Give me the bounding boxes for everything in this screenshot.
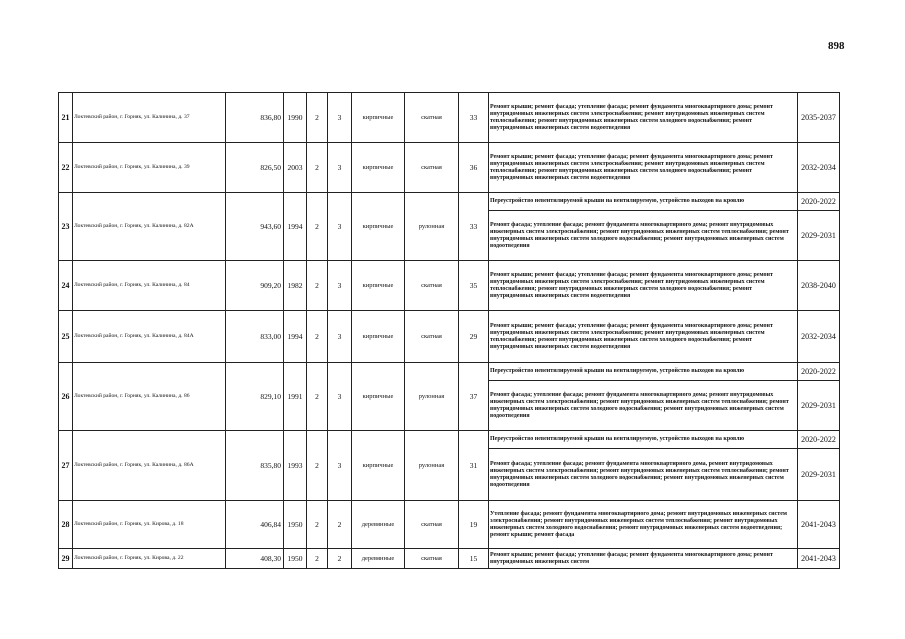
floors-cell: 2 — [307, 431, 328, 501]
period-cell: 2029-2031 — [798, 381, 840, 431]
area-cell: 406,84 — [226, 501, 284, 549]
area-cell: 408,30 — [226, 549, 284, 569]
address-cell: Локтевский район, г. Горняк, ул. Калинина, д. 86А — [73, 431, 226, 501]
period-cell: 2032-2034 — [798, 311, 840, 363]
entrances-cell: 3 — [328, 311, 352, 363]
wall-material-cell: кирпичные — [352, 363, 405, 431]
row-number-cell: 29 — [59, 549, 73, 569]
row-number-cell: 26 — [59, 363, 73, 431]
period-cell: 2041-2043 — [798, 549, 840, 569]
period-cell: 2020-2022 — [798, 193, 840, 211]
year-cell: 1982 — [284, 261, 307, 311]
flats-cell: 29 — [459, 311, 489, 363]
year-cell: 1994 — [284, 193, 307, 261]
roof-type-cell: скатная — [405, 549, 459, 569]
entrances-cell: 3 — [328, 261, 352, 311]
wall-material-cell: кирпичные — [352, 431, 405, 501]
works-cell: Ремонт крыши; ремонт фасада; утепление фасада; ремонт фундамента многоквартирного дома; ремонт внутридомовых инженерных систем электроснабжения; ремонт внутридомовых инженерных систем теплоснабжения; ремонт внутридомовых инженерных систем холодного водоснабжения; ремонт внутридомовых инженерных систем водоотведения — [489, 93, 798, 143]
works-cell: Утепление фасада; ремонт фундамента многоквартирного дома; ремонт внутридомовых инженерных систем электроснабжения; ремонт внутридомовых инженерных систем теплоснабжения; ремонт внутридомовых инженерных систем холодного водоснабжения; ремонт внутридомовых инженерных систем водоотведения; ремонт крыши; ремонт фасада — [489, 501, 798, 549]
floors-cell: 2 — [307, 311, 328, 363]
table-row — [59, 549, 840, 569]
entrances-cell: 3 — [328, 431, 352, 501]
period-cell: 2035-2037 — [798, 93, 840, 143]
year-cell: 1950 — [284, 549, 307, 569]
page-number: 898 — [828, 40, 845, 52]
floors-cell: 2 — [307, 193, 328, 261]
flats-cell: 33 — [459, 193, 489, 261]
area-cell: 826,50 — [226, 143, 284, 193]
row-number-cell: 27 — [59, 431, 73, 501]
housing-repair-table — [58, 92, 840, 569]
works-cell: Ремонт фасада; утепление фасада; ремонт фундамента многоквартирного дома, ремонт внутридомовых инженерных систем электроснабжения; ремонт внутридомовых инженерных систем теплоснабжения; ремонт внутридомовых инженерных систем холодного водоснабжения; ремонт внутридомовых инженерных систем водоотведения — [489, 449, 798, 501]
entrances-cell: 3 — [328, 363, 352, 431]
address-cell: Локтевский район, г. Горняк, ул. Калинина, д. 37 — [73, 93, 226, 143]
works-cell: Переустройство невентилируемой крыши на вентилируемую, устройство выходов на кровлю — [489, 431, 798, 449]
wall-material-cell: кирпичные — [352, 93, 405, 143]
wall-material-cell: кирпичные — [352, 311, 405, 363]
wall-material-cell: кирпичные — [352, 193, 405, 261]
period-cell: 2020-2022 — [798, 431, 840, 449]
table-row — [59, 193, 840, 211]
area-cell: 835,80 — [226, 431, 284, 501]
area-cell: 833,00 — [226, 311, 284, 363]
entrances-cell: 2 — [328, 501, 352, 549]
address-cell: Локтевский район, г. Горняк, ул. Кирова, д. 22 — [73, 549, 226, 569]
works-cell: Переустройство невентилируемой крыши на вентилируемую, устройство выходов на кровлю — [489, 193, 798, 211]
year-cell: 1993 — [284, 431, 307, 501]
year-cell: 1991 — [284, 363, 307, 431]
period-cell: 2029-2031 — [798, 449, 840, 501]
flats-cell: 37 — [459, 363, 489, 431]
roof-type-cell: рулонная — [405, 431, 459, 501]
row-number-cell: 25 — [59, 311, 73, 363]
floors-cell: 2 — [307, 143, 328, 193]
row-number-cell: 21 — [59, 93, 73, 143]
roof-type-cell: скатная — [405, 501, 459, 549]
works-cell: Ремонт фасада; утепление фасада; ремонт фундамента многоквартирного дома; ремонт внутридомовых инженерных систем электроснабжения; ремонт внутридомовых инженерных систем теплоснабжения; ремонт внутридомовых инженерных систем холодного водоснабжения; ремонт внутридомовых инженерных систем водоотведения — [489, 211, 798, 261]
entrances-cell: 3 — [328, 193, 352, 261]
entrances-cell: 3 — [328, 143, 352, 193]
row-number-cell: 28 — [59, 501, 73, 549]
floors-cell: 2 — [307, 549, 328, 569]
area-cell: 836,80 — [226, 93, 284, 143]
roof-type-cell: скатная — [405, 93, 459, 143]
entrances-cell: 2 — [328, 549, 352, 569]
wall-material-cell: кирпичные — [352, 143, 405, 193]
roof-type-cell: скатная — [405, 261, 459, 311]
address-cell: Локтевский район, г. Горняк, ул. Калинина, д. 39 — [73, 143, 226, 193]
works-cell: Ремонт крыши; ремонт фасада; утепление фасада; ремонт фундамента многоквартирного дома; ремонт внутридомовых инженерных систем электроснабжения; ремонт внутридомовых инженерных систем теплоснабжения; ремонт внутридомовых инженерных систем холодного водоснабжения; ремонт внутридомовых инженерных систем водоотведения — [489, 143, 798, 193]
floors-cell: 2 — [307, 93, 328, 143]
flats-cell: 31 — [459, 431, 489, 501]
table-row — [59, 363, 840, 381]
year-cell: 1994 — [284, 311, 307, 363]
year-cell: 1990 — [284, 93, 307, 143]
wall-material-cell: кирпичные — [352, 261, 405, 311]
table-row — [59, 261, 840, 311]
works-cell: Ремонт крыши; ремонт фасада; утепление фасада; ремонт фундамента многоквартирного дома; ремонт внутридомовых инженерных систем электроснабжения; ремонт внутридомовых инженерных систем теплоснабжения; ремонт внутридомовых инженерных систем холодного водоснабжения; ремонт внутридомовых инженерных систем водоотведения — [489, 311, 798, 363]
floors-cell: 2 — [307, 501, 328, 549]
floors-cell: 2 — [307, 363, 328, 431]
works-cell: Ремонт крыши; ремонт фасада; утепление фасада; ремонт фундамента многоквартирного дома; ремонт внутридомовых инженерных систем электроснабжения; ремонт внутридомовых инженерных систем теплоснабжения; ремонт внутридомовых инженерных систем холодного водоснабжения; ремонт внутридомовых инженерных систем водоотведения — [489, 261, 798, 311]
period-cell: 2038-2040 — [798, 261, 840, 311]
table-row — [59, 311, 840, 363]
area-cell: 829,10 — [226, 363, 284, 431]
floors-cell: 2 — [307, 261, 328, 311]
period-cell: 2041-2043 — [798, 501, 840, 549]
wall-material-cell: деревянные — [352, 549, 405, 569]
flats-cell: 15 — [459, 549, 489, 569]
address-cell: Локтевский район, г. Горняк, ул. Калинина, д. 84А — [73, 311, 226, 363]
row-number-cell: 24 — [59, 261, 73, 311]
table-row — [59, 431, 840, 449]
area-cell: 943,60 — [226, 193, 284, 261]
period-cell: 2029-2031 — [798, 211, 840, 261]
row-number-cell: 22 — [59, 143, 73, 193]
roof-type-cell: скатная — [405, 143, 459, 193]
table-row — [59, 93, 840, 143]
roof-type-cell: рулонная — [405, 193, 459, 261]
table-row — [59, 143, 840, 193]
works-cell: Ремонт крыши; ремонт фасада; утепление фасада; ремонт фундамента многоквартирного дома; ремонт внутридомовых инженерных систем — [489, 549, 798, 569]
row-number-cell: 23 — [59, 193, 73, 261]
table-row — [59, 501, 840, 549]
flats-cell: 35 — [459, 261, 489, 311]
works-cell: Переустройство невентилируемой крыши на вентилируемую, устройство выходов на кровлю — [489, 363, 798, 381]
flats-cell: 33 — [459, 93, 489, 143]
flats-cell: 19 — [459, 501, 489, 549]
year-cell: 2003 — [284, 143, 307, 193]
address-cell: Локтевский район, г. Горняк, ул. Калинина, д. 84 — [73, 261, 226, 311]
address-cell: Локтевский район, г. Горняк, ул. Калинина, д. 82А — [73, 193, 226, 261]
year-cell: 1950 — [284, 501, 307, 549]
area-cell: 909,20 — [226, 261, 284, 311]
flats-cell: 36 — [459, 143, 489, 193]
works-cell: Ремонт фасада; утепление фасада; ремонт фундамента многоквартирного дома; ремонт внутридомовых инженерных систем электроснабжения; ремонт внутридомовых инженерных систем теплоснабжения; ремонт внутридомовых инженерных систем холодного водоснабжения; ремонт внутридомовых инженерных систем водоотведения — [489, 381, 798, 431]
period-cell: 2020-2022 — [798, 363, 840, 381]
wall-material-cell: деревянные — [352, 501, 405, 549]
address-cell: Локтевский район, г. Горняк, ул. Кирова, д. 18 — [73, 501, 226, 549]
entrances-cell: 3 — [328, 93, 352, 143]
roof-type-cell: рулонная — [405, 363, 459, 431]
address-cell: Локтевский район, г. Горняк, ул. Калинина, д. 86 — [73, 363, 226, 431]
roof-type-cell: скатная — [405, 311, 459, 363]
period-cell: 2032-2034 — [798, 143, 840, 193]
